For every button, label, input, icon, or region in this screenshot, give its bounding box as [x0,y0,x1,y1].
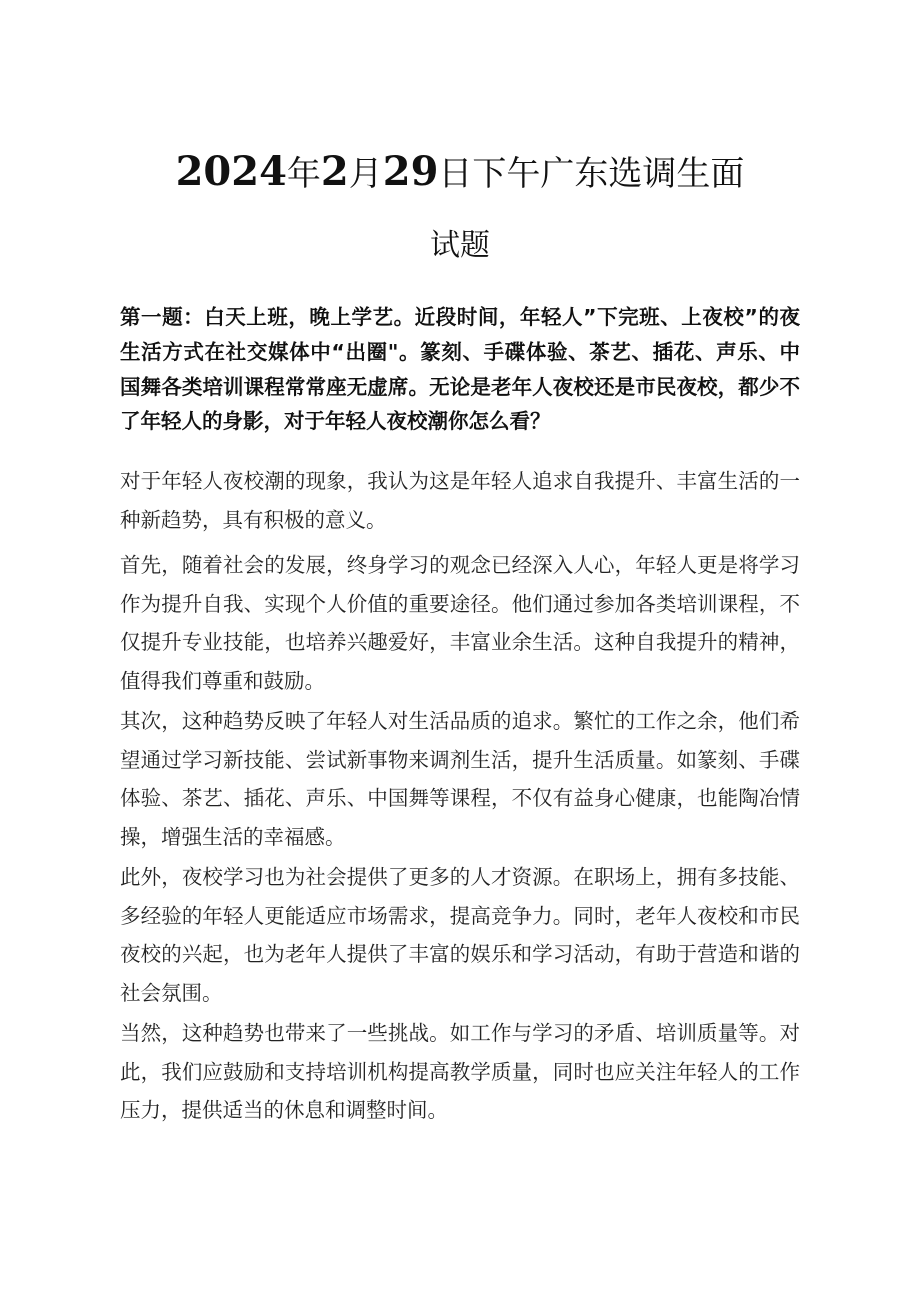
document-title-line2: 试题 [430,228,490,263]
title-year: 2024 [175,148,287,195]
title-day: 29 [382,148,439,195]
answer-paragraph: 此外，夜校学习也为社会提供了更多的人才资源。在职场上，拥有多技能、多经验的年轻人更能适应市场需求，提高竞争力。同时，老年人夜校和市民夜校的兴起，也为老年人提供了丰富的娱乐和学习活动，有助于营造和谐的社会氛围。 [120,865,800,1005]
answer-paragraph: 当然，这种趋势也带来了一些挑战。如工作与学习的矛盾、培训质量等。对此，我们应鼓励和支持培训机构提高教学质量，同时也应关注年轻人的工作压力，提供适当的休息和调整时间。 [120,1021,800,1123]
answer-paragraph: 对于年轻人夜校潮的现象，我认为这是年轻人追求自我提升、丰富生活的一种新趋势，具有积极的意义。 [120,469,800,532]
answer-paragraph: 其次，这种趋势反映了年轻人对生活品质的追求。繁忙的工作之余，他们希望通过学习新技能、尝试新事物来调剂生活，提升生活质量。如篆刻、手碟体验、茶艺、插花、声乐、中国舞等课程，不仅有益身心健康，也能陶冶情操，增强生活的幸福感。 [120,709,800,849]
title-month-unit: 月 [348,154,383,194]
title-month: 2 [320,148,349,195]
answer-paragraph: 首先，随着社会的发展，终身学习的观念已经深入人心，年轻人更是将学习作为提升自我、实现个人价值的重要途径。他们通过参加各类培训课程，不仅提升专业技能，也培养兴趣爱好，丰富业余生活。这种自我提升的精神，值得我们尊重和鼓励。 [120,553,800,693]
document-title [120,142,800,204]
title-year-unit: 年 [286,154,321,194]
question-text: 第一题：白天上班，晚上学艺。近段时间，年轻人”下完班、上夜校”的夜生活方式在社交媒体中“出圈"。篆刻、手碟体验、茶艺、插花、声乐、中国舞各类培训课程常常座无虚席。无论是老年人夜校还是市民夜校，都少不了年轻人的身影，对于年轻人夜校潮你怎么看？ [120,305,800,434]
title-rest: 日下午广东选调生面 [438,154,745,194]
